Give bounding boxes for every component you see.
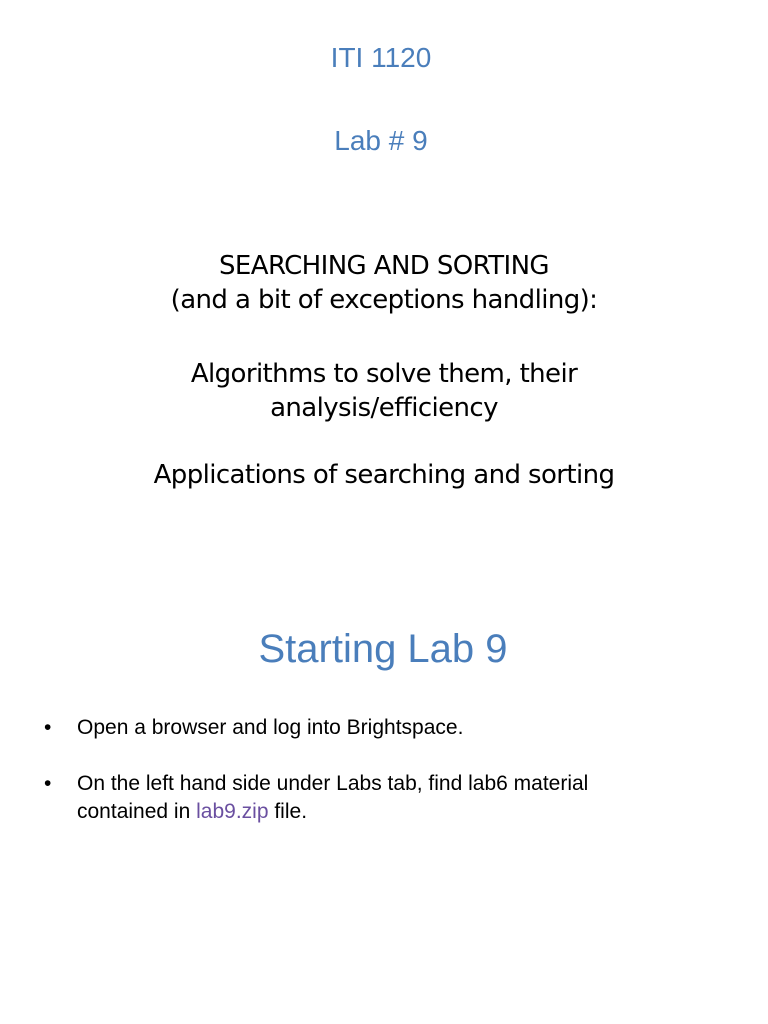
bullet-text: On the left hand side under Labs tab, find lab6 material	[77, 772, 589, 795]
bullet-text: Open a browser and log into Brightspace.	[77, 716, 464, 739]
topic-line: (and a bit of exceptions handling):	[170, 285, 598, 315]
topic-block-searching-sorting	[0, 249, 768, 317]
bullet-icon: •	[44, 716, 52, 739]
bullet-icon: •	[44, 772, 52, 795]
bullet-list	[40, 714, 730, 854]
bullet-text: contained in	[77, 800, 191, 823]
course-code: ITI 1120	[330, 42, 432, 73]
list-item	[40, 770, 730, 826]
bullet-text: file.	[274, 800, 308, 823]
slide-heading: Starting Lab 9	[258, 627, 508, 671]
topic-line: SEARCHING AND SORTING	[219, 251, 549, 281]
slide-starting-lab	[0, 520, 768, 1024]
topic-line: Applications of searching and sorting	[153, 460, 615, 490]
lab-number: Lab # 9	[334, 125, 428, 156]
topic-block-applications	[0, 458, 768, 492]
topic-block-algorithms	[0, 357, 768, 425]
topic-line: Algorithms to solve them, their	[190, 359, 578, 389]
file-link[interactable]: lab9.zip	[196, 800, 269, 823]
topic-line: analysis/efficiency	[270, 393, 498, 423]
list-item	[40, 714, 730, 742]
